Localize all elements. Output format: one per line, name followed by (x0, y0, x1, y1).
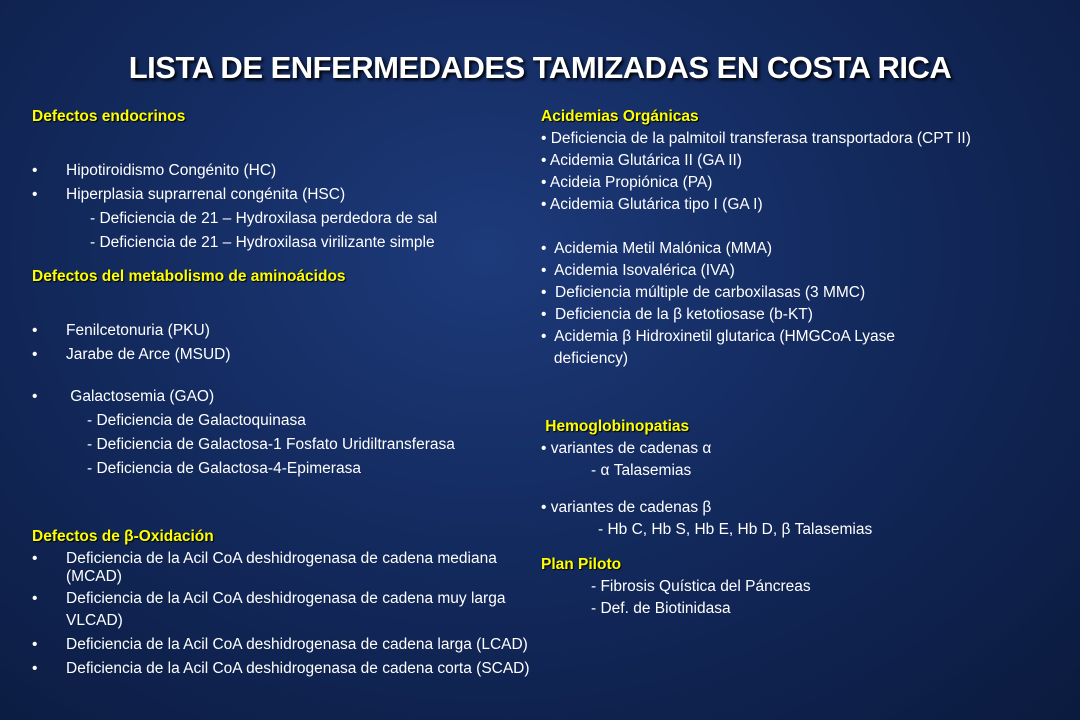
sub-item: - Hb C, Hb S, Hb E, Hb D, β Talasemias (598, 521, 873, 538)
list-item: • Deficiencia de la Acil CoA deshidrogenasa de cadena larga (LCAD) (32, 634, 542, 656)
list-item: • Deficiencia de la β ketotiosase (b-KT) (541, 306, 813, 323)
list-item: • Hiperplasia suprarrenal congénita (HSC) (32, 184, 542, 206)
sub-item: - Deficiencia de Galactosa-1 Fosfato Uridiltransferasa (87, 436, 455, 453)
list-item: • Fenilcetonuria (PKU) (32, 320, 542, 342)
sub-item: - Def. de Biotinidasa (591, 600, 731, 617)
right-column (541, 106, 1076, 620)
page-title: LISTA DE ENFERMEDADES TAMIZADAS EN COSTA RICA (128, 50, 952, 85)
sub-item: - Fibrosis Quística del Páncreas (591, 578, 811, 595)
list-item: • Deficiencia de la Acil CoA deshidrogenasa de cadena corta (SCAD) (32, 658, 542, 680)
list-item: • variantes de cadenas α (541, 440, 712, 457)
sub-item: - Deficiencia de Galactoquinasa (87, 412, 306, 429)
list-item: • Deficiencia de la palmitoil transferasa transportadora (CPT II) (541, 130, 971, 147)
list-item: • Deficiencia múltiple de carboxilasas (3 MMC) (541, 284, 866, 301)
list-item: • Hipotiroidismo Congénito (HC) (32, 160, 542, 182)
sub-item: - Deficiencia de 21 – Hydroxilasa perdedora de sal (90, 210, 438, 227)
list-item: • Deficiencia de la Acil CoA deshidrogenasa de cadena muy larga VLCAD) (32, 588, 542, 632)
section-heading-oxidation: Defectos de β-Oxidación (32, 528, 214, 545)
sub-item: - Deficiencia de 21 – Hydroxilasa virilizante simple (90, 234, 435, 251)
list-item: • variantes de cadenas β (541, 499, 712, 516)
list-item: • Acidemia Glutárica tipo I (GA I) (541, 196, 763, 213)
sub-item: - α Talasemias (591, 462, 692, 479)
list-item: • Acidemia Isovalérica (IVA) (541, 262, 735, 279)
list-item: • Acidemia β Hidroxinetil glutarica (HMGCoA Lyase (541, 328, 896, 345)
list-item: • Deficiencia de la Acil CoA deshidrogenasa de cadena mediana (MCAD) (32, 550, 542, 586)
list-item: • Galactosemia (GAO) (32, 386, 542, 408)
section-heading-endocrine: Defectos endocrinos (32, 108, 186, 125)
section-heading-organic: Acidemias Orgánicas (541, 108, 699, 125)
section-heading-amino: Defectos del metabolismo de aminoácidos (32, 268, 346, 285)
sub-item: - Deficiencia de Galactosa-4-Epimerasa (87, 460, 361, 477)
list-item: deficiency) (541, 350, 629, 367)
section-heading-pilot: Plan Piloto (541, 556, 622, 573)
section-heading-hemo: Hemoglobinopatias (541, 418, 690, 435)
list-item: • Acidemia Glutárica II (GA II) (541, 152, 742, 169)
list-item: • Acidemia Metil Malónica (MMA) (541, 240, 773, 257)
left-column (32, 106, 542, 680)
list-item: • Acideia Propiónica (PA) (541, 174, 713, 191)
list-item: • Jarabe de Arce (MSUD) (32, 344, 542, 366)
